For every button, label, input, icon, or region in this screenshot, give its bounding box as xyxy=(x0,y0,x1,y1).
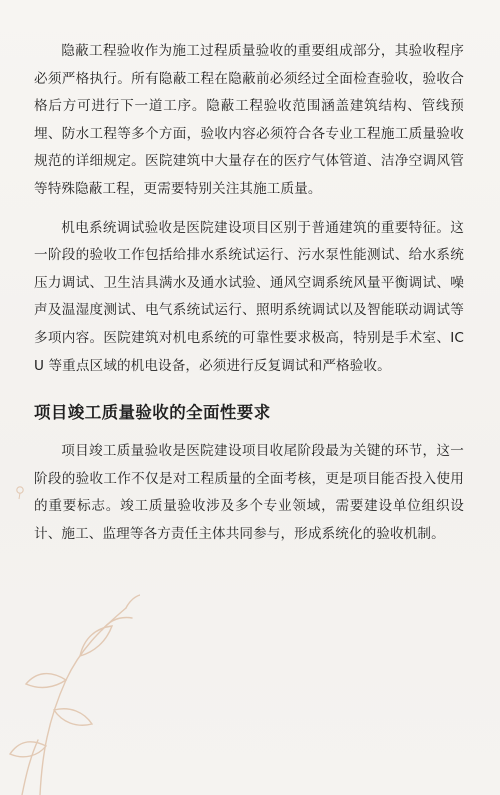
paragraph-concealed-works: 隐蔽工程验收作为施工过程质量验收的重要组成部分，其验收程序必须严格执行。所有隐蔽工程在隐蔽前必须经过全面检查验收，验收合格后方可进行下一道工序。隐蔽工程验收范围涵盖建筑结构、管线预埋、防水工程等多个方面，验收内容必须符合各专业工程施工质量验收规范的详细规定。医院建筑中大量存在的医疗气体管道、洁净空调风管等特殊隐蔽工程，更需要特别关注其施工质量。 xyxy=(34,43,464,197)
document-body xyxy=(34,38,464,549)
flower-bud-icon xyxy=(10,480,30,500)
leaf-branch-icon xyxy=(0,560,140,795)
paragraph-completion-acceptance: 项目竣工质量验收是医院建设项目收尾阶段最为关键的环节，这一阶段的验收工作不仅是对工程质量的全面考核，更是项目能否投入使用的重要标志。竣工质量验收涉及多个专业领域，需要建设单位组织设计、施工、监理等各方责任主体共同参与，形成系统化的验收机制。 xyxy=(34,443,464,542)
paragraph-mep-commissioning: 机电系统调试验收是医院建设项目区别于普通建筑的重要特征。这一阶段的验收工作包括给排水系统试运行、污水泵性能测试、给水系统压力调试、卫生洁具满水及通水试验、通风空调系统风量平衡调试、噪声及温湿度测试、电气系统试运行、照明系统调试以及智能联动调试等多项内容。医院建筑对机电系统的可靠性要求极高，特别是手术室、ICU 等重点区域的机电设备，必须进行反复调试和严格验收。 xyxy=(34,219,464,374)
section-heading: 项目竣工质量验收的全面性要求 xyxy=(34,403,271,423)
